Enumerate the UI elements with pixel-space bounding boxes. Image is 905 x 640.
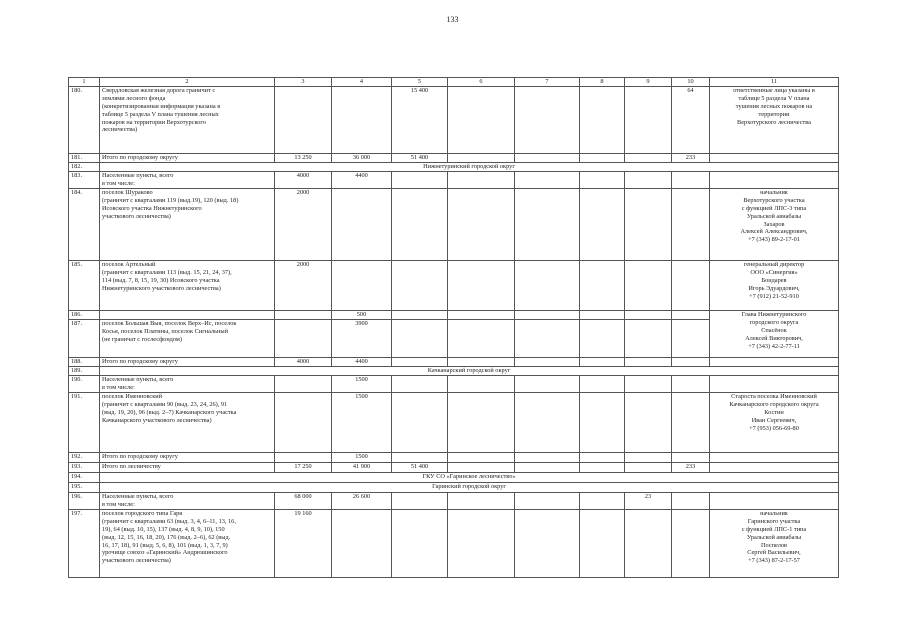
value-cell — [448, 357, 515, 366]
value-cell — [448, 171, 515, 188]
value-cell — [625, 260, 672, 310]
header-cell: 1 — [69, 78, 100, 87]
value-cell: 233 — [672, 153, 710, 162]
value-cell — [672, 375, 710, 392]
contact-cell — [710, 462, 839, 472]
value-cell — [448, 319, 515, 357]
value-cell — [332, 509, 392, 577]
value-cell — [448, 492, 515, 509]
value-cell — [515, 188, 580, 260]
contact-cell — [710, 153, 839, 162]
value-cell — [580, 392, 625, 452]
header-cell: 3 — [275, 78, 332, 87]
value-cell — [580, 171, 625, 188]
value-cell: 2000 — [275, 260, 332, 310]
value-cell — [625, 319, 672, 357]
value-cell — [580, 86, 625, 153]
value-cell — [515, 153, 580, 162]
row-number-cell: 182. — [69, 162, 100, 171]
value-cell — [625, 357, 672, 366]
value-cell — [448, 86, 515, 153]
header-cell: 10 — [672, 78, 710, 87]
description-cell: поселок городского типа Гаря (граничит с кварталами 63 (выд. 3, 4, 6–11, 13, 16, 19), 64 (выд. 10, 15), 137 (выд. 4, 8, 9, 10), 150 (выд. 12, 15, 16, 18, 20), 176 (выд. 2–6), 62 (выд. 16, 17, 18), 91 (выд. 5, 6, 8), 101 (выд. 1, 3, 7, 9) урочище совхоз «Гаринский» Андрюшинского участкового лесничества) — [100, 509, 275, 577]
value-cell — [392, 375, 448, 392]
page-number: 133 — [446, 15, 459, 24]
value-cell — [580, 319, 625, 357]
value-cell — [625, 153, 672, 162]
value-cell: 233 — [672, 462, 710, 472]
value-cell — [448, 375, 515, 392]
value-cell: 2000 — [275, 188, 332, 260]
value-cell: 26 600 — [332, 492, 392, 509]
table-row — [69, 492, 839, 509]
row-number-cell: 196. — [69, 492, 100, 509]
value-cell — [625, 188, 672, 260]
section-heading-cell: ГКУ СО «Гаринское лесничество» — [100, 472, 839, 482]
table-row — [69, 482, 839, 492]
table-row — [69, 153, 839, 162]
value-cell — [275, 319, 332, 357]
value-cell — [515, 392, 580, 452]
value-cell — [580, 153, 625, 162]
contact-cell: генеральный директор ООО «Синергия» Бондарев Игорь Эдуардович, +7 (912) 21-52-910 — [710, 260, 839, 310]
table-row — [69, 392, 839, 452]
value-cell: 64 — [672, 86, 710, 153]
value-cell — [580, 188, 625, 260]
value-cell — [448, 260, 515, 310]
contact-cell — [710, 492, 839, 509]
value-cell — [392, 310, 448, 319]
value-cell: 36 000 — [332, 153, 392, 162]
value-cell — [332, 260, 392, 310]
description-cell: поселок Артельный (граничит с кварталами 113 (выд. 15, 21, 24, 37), 114 (выд. 7, 8, 15, 19, 30) Исовского участка Нижнетуринского участкового лесничества) — [100, 260, 275, 310]
description-cell: Итого по городскому округу — [100, 153, 275, 162]
value-cell — [332, 86, 392, 153]
contact-cell: начальник Гаринского участка с функцией ЛПС-1 типа Уральской авиабазы Поспелов Сергей Васильевич, +7 (343) 87-2-17-57 — [710, 509, 839, 577]
description-cell: Итого по городскому округу — [100, 452, 275, 462]
contact-cell — [710, 357, 839, 366]
value-cell — [672, 188, 710, 260]
value-cell — [672, 509, 710, 577]
description-cell: Населенные пункты, всего в том числе: — [100, 375, 275, 392]
value-cell: 51 400 — [392, 462, 448, 472]
value-cell — [448, 188, 515, 260]
value-cell — [515, 509, 580, 577]
value-cell: 19 160 — [275, 509, 332, 577]
value-cell — [580, 357, 625, 366]
value-cell: 3900 — [332, 319, 392, 357]
value-cell: 1500 — [332, 452, 392, 462]
value-cell — [625, 171, 672, 188]
header-cell: 7 — [515, 78, 580, 87]
row-number-cell: 185. — [69, 260, 100, 310]
row-number-cell: 194. — [69, 472, 100, 482]
header-cell: 2 — [100, 78, 275, 87]
value-cell: 41 900 — [332, 462, 392, 472]
header-cell: 8 — [580, 78, 625, 87]
value-cell — [448, 462, 515, 472]
row-number-cell: 193. — [69, 462, 100, 472]
value-cell — [392, 492, 448, 509]
value-cell — [275, 375, 332, 392]
value-cell — [625, 375, 672, 392]
header-cell: 5 — [392, 78, 448, 87]
value-cell — [672, 319, 710, 357]
row-number-cell: 183. — [69, 171, 100, 188]
table-row — [69, 357, 839, 366]
value-cell — [515, 310, 580, 319]
row-number-cell: 192. — [69, 452, 100, 462]
value-cell — [392, 357, 448, 366]
row-number-cell: 187. — [69, 319, 100, 357]
description-cell: Итого по лесничеству — [100, 462, 275, 472]
value-cell — [392, 319, 448, 357]
row-number-cell: 190. — [69, 375, 100, 392]
value-cell — [392, 452, 448, 462]
value-cell — [672, 171, 710, 188]
value-cell — [672, 452, 710, 462]
value-cell: 4400 — [332, 357, 392, 366]
value-cell — [580, 375, 625, 392]
value-cell — [275, 392, 332, 452]
table-row — [69, 162, 839, 171]
value-cell — [580, 509, 625, 577]
value-cell — [515, 357, 580, 366]
value-cell — [625, 462, 672, 472]
value-cell — [625, 392, 672, 452]
table-header-row — [69, 78, 839, 87]
section-heading-cell: Нижнетуринский городской округ — [100, 162, 839, 171]
value-cell: 13 250 — [275, 153, 332, 162]
value-cell — [580, 452, 625, 462]
value-cell — [672, 392, 710, 452]
value-cell — [448, 452, 515, 462]
value-cell — [580, 260, 625, 310]
header-cell: 9 — [625, 78, 672, 87]
value-cell — [672, 492, 710, 509]
header-cell: 6 — [448, 78, 515, 87]
description-cell: Итого по городскому округу — [100, 357, 275, 366]
row-number-cell: 184. — [69, 188, 100, 260]
section-heading-cell: Гаринский городской округ — [100, 482, 839, 492]
table-row — [69, 310, 839, 319]
row-number-cell: 197. — [69, 509, 100, 577]
contact-cell — [710, 452, 839, 462]
table-row — [69, 462, 839, 472]
value-cell — [448, 392, 515, 452]
header-cell: 11 — [710, 78, 839, 87]
value-cell — [625, 310, 672, 319]
value-cell — [672, 310, 710, 319]
row-number-cell: 180. — [69, 86, 100, 153]
value-cell — [625, 86, 672, 153]
table-row — [69, 171, 839, 188]
contact-cell — [710, 171, 839, 188]
value-cell: 23 — [625, 492, 672, 509]
value-cell: 17 250 — [275, 462, 332, 472]
section-heading-cell: Качканарский городской округ — [100, 366, 839, 375]
contact-cell: Глава Нижнетуринского городского округа Спасёнок Алексей Викторович, +7 (343) 42-2-77-11 — [710, 310, 839, 357]
row-number-cell: 191. — [69, 392, 100, 452]
table-row — [69, 188, 839, 260]
contact-cell: Староста поселка Именновский Качканарского городского округа Костин Иван Сергеевич, +7 (953) 056-69-80 — [710, 392, 839, 452]
description-cell: поселок Именновский (граничит с кварталами 90 (выд. 23, 24, 26), 91 (выд. 19, 20), 96 (выд. 2–7) Качканарского участка Качканарского участкового лесничества) — [100, 392, 275, 452]
contact-cell: начальник Верхотурского участка с функцией ЛПС-3 типа Уральской авиабазы Захаров Алексей Александрович, +7 (343) 89-2-17-01 — [710, 188, 839, 260]
value-cell — [515, 171, 580, 188]
value-cell: 1500 — [332, 375, 392, 392]
value-cell — [275, 86, 332, 153]
description-cell — [100, 310, 275, 319]
fire-resources-table — [68, 77, 839, 578]
value-cell: 4400 — [332, 171, 392, 188]
row-number-cell: 195. — [69, 482, 100, 492]
value-cell — [392, 171, 448, 188]
value-cell — [275, 452, 332, 462]
value-cell: 4000 — [275, 171, 332, 188]
description-cell: поселок Шураково (граничит с кварталами 119 (выд.19), 120 (выд. 18) Исовского участка Нижнетуринского участкового лесничества) — [100, 188, 275, 260]
value-cell — [515, 462, 580, 472]
value-cell — [448, 153, 515, 162]
table-row — [69, 366, 839, 375]
table-body — [69, 78, 839, 578]
value-cell — [392, 392, 448, 452]
value-cell: 51 400 — [392, 153, 448, 162]
value-cell — [672, 260, 710, 310]
description-cell: Населенные пункты, всего в том числе: — [100, 171, 275, 188]
table-row — [69, 86, 839, 153]
value-cell — [275, 310, 332, 319]
value-cell — [515, 452, 580, 462]
value-cell — [625, 452, 672, 462]
value-cell — [392, 509, 448, 577]
value-cell: 68 000 — [275, 492, 332, 509]
description-cell: Населенные пункты, всего в том числе: — [100, 492, 275, 509]
description-cell: поселок Большая Выя, поселок Верх–Ис, поселок Косья, поселок Платины, поселок Сигнальный (не граничат с гослесфондом) — [100, 319, 275, 357]
value-cell: 1500 — [332, 392, 392, 452]
value-cell — [392, 260, 448, 310]
value-cell — [332, 188, 392, 260]
value-cell — [392, 188, 448, 260]
description-cell: Свердловская железная дорога граничит с землями лесного фонда (конкретизированная информация указана в таблице 5 раздела V плана тушения лесных пожаров на территории Верхотурского лесничества) — [100, 86, 275, 153]
value-cell — [448, 310, 515, 319]
table-row — [69, 472, 839, 482]
value-cell — [515, 492, 580, 509]
value-cell — [625, 509, 672, 577]
value-cell — [672, 357, 710, 366]
value-cell — [515, 375, 580, 392]
value-cell — [580, 492, 625, 509]
row-number-cell: 181. — [69, 153, 100, 162]
value-cell — [515, 86, 580, 153]
value-cell — [515, 319, 580, 357]
value-cell: 15 400 — [392, 86, 448, 153]
row-number-cell: 189. — [69, 366, 100, 375]
contact-cell — [710, 375, 839, 392]
value-cell: 500 — [332, 310, 392, 319]
header-cell: 4 — [332, 78, 392, 87]
table-row — [69, 260, 839, 310]
contact-cell: ответственные лица указаны в таблице 5 раздела V плана тушения лесных пожаров на территории Верхотурского лесничества — [710, 86, 839, 153]
value-cell — [515, 260, 580, 310]
table-row — [69, 375, 839, 392]
value-cell — [580, 462, 625, 472]
value-cell — [448, 509, 515, 577]
row-number-cell: 186. — [69, 310, 100, 319]
table-row — [69, 452, 839, 462]
table-row — [69, 509, 839, 577]
value-cell — [580, 310, 625, 319]
value-cell: 4000 — [275, 357, 332, 366]
row-number-cell: 188. — [69, 357, 100, 366]
